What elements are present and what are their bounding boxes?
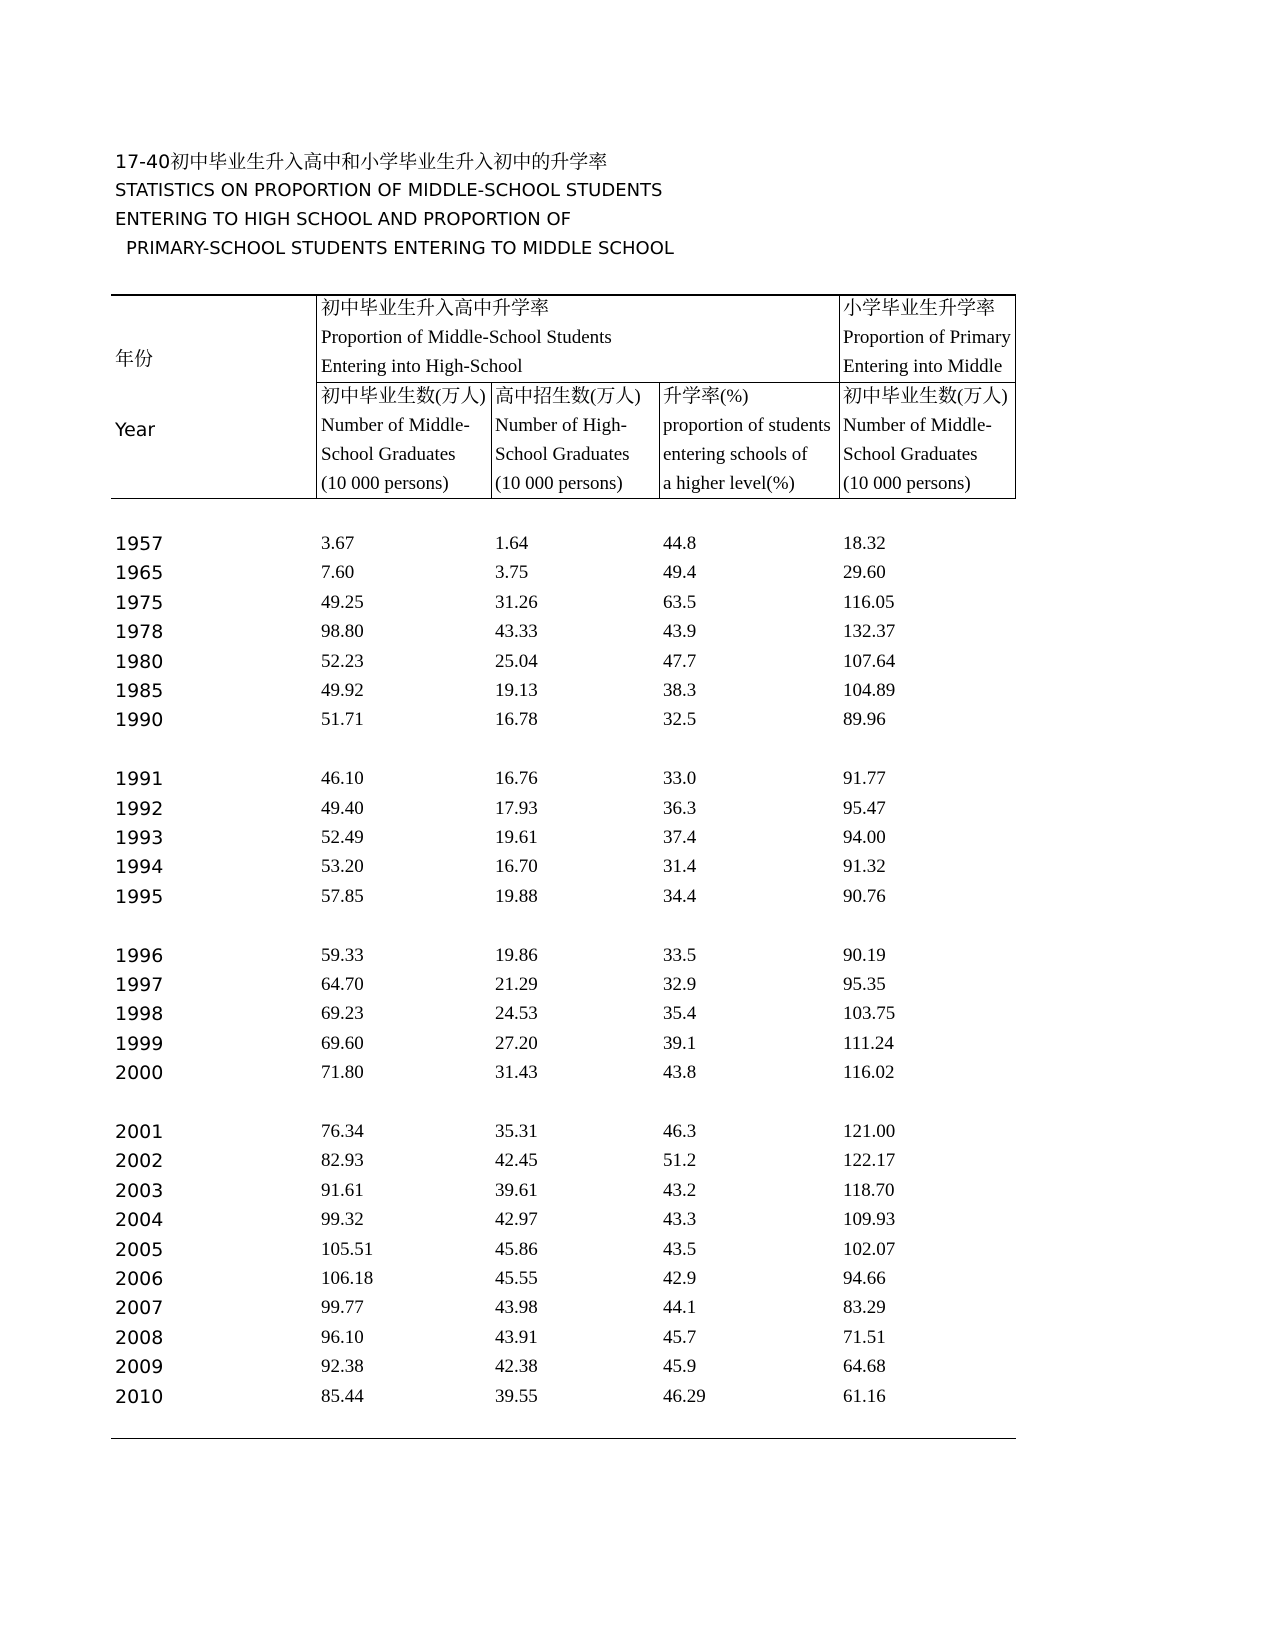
middle-grads-cell: 52.23 [321, 651, 364, 672]
primary-cell: 109.93 [843, 1209, 896, 1230]
title-zh: 初中毕业生升入高中和小学毕业生升入初中的升学率 [170, 152, 608, 173]
high-enroll-cell: 35.31 [495, 1121, 538, 1142]
title-en-line-2: ENTERING TO HIGH SCHOOL AND PROPORTION OF [115, 209, 571, 230]
header-vrule-5 [1015, 295, 1016, 499]
col2-header-en-2: School Graduates [495, 444, 630, 465]
col3-header-en-2: entering schools of [663, 444, 808, 465]
high-enroll-cell: 21.29 [495, 974, 538, 995]
rate-cell: 47.7 [663, 651, 697, 672]
rate-cell: 51.2 [663, 1150, 697, 1171]
year-cell: 1957 [115, 533, 164, 555]
year-cell: 1980 [115, 651, 164, 673]
middle-grads-cell: 91.61 [321, 1180, 364, 1201]
year-cell: 2000 [115, 1062, 164, 1084]
rate-cell: 39.1 [663, 1033, 697, 1054]
rate-cell: 37.4 [663, 827, 697, 848]
header-vrule-4 [839, 295, 840, 499]
high-enroll-cell: 1.64 [495, 533, 529, 554]
year-cell: 2010 [115, 1386, 164, 1408]
col2-header-en-1: Number of High- [495, 415, 627, 436]
middle-grads-cell: 99.77 [321, 1297, 364, 1318]
col1-header-en-3: (10 000 persons) [321, 473, 449, 494]
high-enroll-cell: 17.93 [495, 798, 538, 819]
year-cell: 1999 [115, 1033, 164, 1055]
middle-grads-cell: 51.71 [321, 709, 364, 730]
high-enroll-cell: 43.98 [495, 1297, 538, 1318]
year-cell: 1985 [115, 680, 164, 702]
rate-cell: 42.9 [663, 1268, 697, 1289]
col4-header-en-1: Number of Middle- [843, 415, 992, 436]
primary-cell: 90.19 [843, 945, 886, 966]
primary-cell: 116.02 [843, 1062, 895, 1083]
high-enroll-cell: 27.20 [495, 1033, 538, 1054]
rate-cell: 46.29 [663, 1386, 706, 1407]
primary-cell: 121.00 [843, 1121, 896, 1142]
high-enroll-cell: 39.55 [495, 1386, 538, 1407]
primary-cell: 102.07 [843, 1239, 896, 1260]
col4-header-zh: 初中毕业生数(万人) [843, 386, 1008, 407]
header-vrule-3 [659, 383, 660, 499]
header-bottom-rule [111, 498, 1016, 499]
primary-cell: 95.35 [843, 974, 886, 995]
rate-cell: 35.4 [663, 1003, 697, 1024]
group1-header-en-1: Proportion of Middle-School Students [321, 327, 612, 348]
high-enroll-cell: 43.33 [495, 621, 538, 642]
high-enroll-cell: 43.91 [495, 1327, 538, 1348]
middle-grads-cell: 85.44 [321, 1386, 364, 1407]
table-number: 17-40 [115, 151, 171, 173]
year-cell: 2008 [115, 1327, 164, 1349]
middle-grads-cell: 64.70 [321, 974, 364, 995]
year-cell: 2003 [115, 1180, 164, 1202]
middle-grads-cell: 49.40 [321, 798, 364, 819]
group1-header-zh: 初中毕业生升入高中升学率 [321, 298, 550, 319]
middle-grads-cell: 59.33 [321, 945, 364, 966]
year-cell: 2009 [115, 1356, 164, 1378]
rate-cell: 33.5 [663, 945, 697, 966]
high-enroll-cell: 19.13 [495, 680, 538, 701]
rate-cell: 49.4 [663, 562, 697, 583]
year-cell: 1997 [115, 974, 164, 996]
primary-cell: 90.76 [843, 886, 886, 907]
middle-grads-cell: 46.10 [321, 768, 364, 789]
high-enroll-cell: 31.26 [495, 592, 538, 613]
rate-cell: 43.3 [663, 1209, 697, 1230]
middle-grads-cell: 105.51 [321, 1239, 374, 1260]
header-vrule-1 [316, 295, 317, 499]
rate-cell: 38.3 [663, 680, 697, 701]
primary-cell: 118.70 [843, 1180, 895, 1201]
rate-cell: 32.5 [663, 709, 697, 730]
primary-cell: 29.60 [843, 562, 886, 583]
high-enroll-cell: 19.88 [495, 886, 538, 907]
year-cell: 2006 [115, 1268, 164, 1290]
rate-cell: 43.2 [663, 1180, 697, 1201]
high-enroll-cell: 3.75 [495, 562, 529, 583]
rate-cell: 45.9 [663, 1356, 697, 1377]
col1-header-en-2: School Graduates [321, 444, 456, 465]
primary-cell: 64.68 [843, 1356, 886, 1377]
primary-cell: 89.96 [843, 709, 886, 730]
middle-grads-cell: 71.80 [321, 1062, 364, 1083]
rate-cell: 43.5 [663, 1239, 697, 1260]
rate-cell: 34.4 [663, 886, 697, 907]
col2-header-en-3: (10 000 persons) [495, 473, 623, 494]
title-en-line-1: STATISTICS ON PROPORTION OF MIDDLE-SCHOOL STUDENTS [115, 180, 663, 201]
rate-cell: 63.5 [663, 592, 697, 613]
high-enroll-cell: 19.86 [495, 945, 538, 966]
primary-cell: 18.32 [843, 533, 886, 554]
table-bottom-rule [111, 1438, 1016, 1439]
primary-cell: 107.64 [843, 651, 896, 672]
col1-header-zh: 初中毕业生数(万人) [321, 386, 486, 407]
year-cell: 1975 [115, 592, 164, 614]
high-enroll-cell: 16.76 [495, 768, 538, 789]
rate-cell: 44.8 [663, 533, 697, 554]
year-cell: 2002 [115, 1150, 164, 1172]
col3-header-en-3: a higher level(%) [663, 473, 795, 494]
col4-header-en-3: (10 000 persons) [843, 473, 971, 494]
rate-cell: 43.9 [663, 621, 697, 642]
high-enroll-cell: 16.78 [495, 709, 538, 730]
middle-grads-cell: 49.25 [321, 592, 364, 613]
high-enroll-cell: 24.53 [495, 1003, 538, 1024]
year-cell: 1978 [115, 621, 164, 643]
year-cell: 2007 [115, 1297, 164, 1319]
primary-cell: 95.47 [843, 798, 886, 819]
col3-header-zh: 升学率(%) [663, 386, 749, 407]
primary-cell: 91.32 [843, 856, 886, 877]
year-cell: 1993 [115, 827, 164, 849]
year-cell: 2004 [115, 1209, 164, 1231]
middle-grads-cell: 3.67 [321, 533, 355, 554]
high-enroll-cell: 31.43 [495, 1062, 538, 1083]
primary-cell: 71.51 [843, 1327, 886, 1348]
year-cell: 1992 [115, 798, 164, 820]
col1-header-en-1: Number of Middle- [321, 415, 470, 436]
year-cell: 1990 [115, 709, 164, 731]
middle-grads-cell: 69.23 [321, 1003, 364, 1024]
high-enroll-cell: 42.38 [495, 1356, 538, 1377]
primary-cell: 94.00 [843, 827, 886, 848]
group2-header-en-1: Proportion of Primary [843, 327, 1011, 348]
year-cell: 2005 [115, 1239, 164, 1261]
group2-header-en-2: Entering into Middle [843, 356, 1003, 377]
primary-cell: 94.66 [843, 1268, 886, 1289]
high-enroll-cell: 19.61 [495, 827, 538, 848]
title-zh-line [115, 148, 607, 177]
middle-grads-cell: 69.60 [321, 1033, 364, 1054]
rate-cell: 43.8 [663, 1062, 697, 1083]
year-cell: 1998 [115, 1003, 164, 1025]
primary-cell: 116.05 [843, 592, 895, 613]
middle-grads-cell: 76.34 [321, 1121, 364, 1142]
middle-grads-cell: 106.18 [321, 1268, 374, 1289]
middle-grads-cell: 92.38 [321, 1356, 364, 1377]
title-en-line-3: PRIMARY-SCHOOL STUDENTS ENTERING TO MIDDLE SCHOOL [126, 238, 674, 259]
primary-cell: 83.29 [843, 1297, 886, 1318]
year-header-en: Year [115, 419, 156, 441]
primary-cell: 103.75 [843, 1003, 896, 1024]
rate-cell: 45.7 [663, 1327, 697, 1348]
year-cell: 1996 [115, 945, 164, 967]
header-vrule-2 [491, 383, 492, 499]
col3-header-en-1: proportion of students [663, 415, 831, 436]
col2-header-zh: 高中招生数(万人) [495, 386, 641, 407]
high-enroll-cell: 42.45 [495, 1150, 538, 1171]
year-header-zh: 年份 [115, 349, 154, 370]
primary-cell: 122.17 [843, 1150, 896, 1171]
middle-grads-cell: 82.93 [321, 1150, 364, 1171]
middle-grads-cell: 53.20 [321, 856, 364, 877]
year-cell: 2001 [115, 1121, 164, 1143]
middle-grads-cell: 57.85 [321, 886, 364, 907]
group1-header-en-2: Entering into High-School [321, 356, 523, 377]
middle-grads-cell: 96.10 [321, 1327, 364, 1348]
high-enroll-cell: 16.70 [495, 856, 538, 877]
group2-header-zh: 小学毕业生升学率 [843, 298, 996, 319]
middle-grads-cell: 7.60 [321, 562, 355, 583]
col4-header-en-2: School Graduates [843, 444, 978, 465]
high-enroll-cell: 45.86 [495, 1239, 538, 1260]
high-enroll-cell: 39.61 [495, 1180, 538, 1201]
year-cell: 1991 [115, 768, 164, 790]
rate-cell: 32.9 [663, 974, 697, 995]
middle-grads-cell: 98.80 [321, 621, 364, 642]
primary-cell: 104.89 [843, 680, 896, 701]
primary-cell: 91.77 [843, 768, 886, 789]
year-cell: 1965 [115, 562, 164, 584]
primary-cell: 111.24 [843, 1033, 894, 1054]
rate-cell: 36.3 [663, 798, 697, 819]
high-enroll-cell: 45.55 [495, 1268, 538, 1289]
primary-cell: 61.16 [843, 1386, 886, 1407]
year-cell: 1994 [115, 856, 164, 878]
rate-cell: 46.3 [663, 1121, 697, 1142]
high-enroll-cell: 25.04 [495, 651, 538, 672]
rate-cell: 44.1 [663, 1297, 697, 1318]
rate-cell: 33.0 [663, 768, 697, 789]
primary-cell: 132.37 [843, 621, 896, 642]
middle-grads-cell: 49.92 [321, 680, 364, 701]
middle-grads-cell: 99.32 [321, 1209, 364, 1230]
high-enroll-cell: 42.97 [495, 1209, 538, 1230]
year-cell: 1995 [115, 886, 164, 908]
middle-grads-cell: 52.49 [321, 827, 364, 848]
rate-cell: 31.4 [663, 856, 697, 877]
